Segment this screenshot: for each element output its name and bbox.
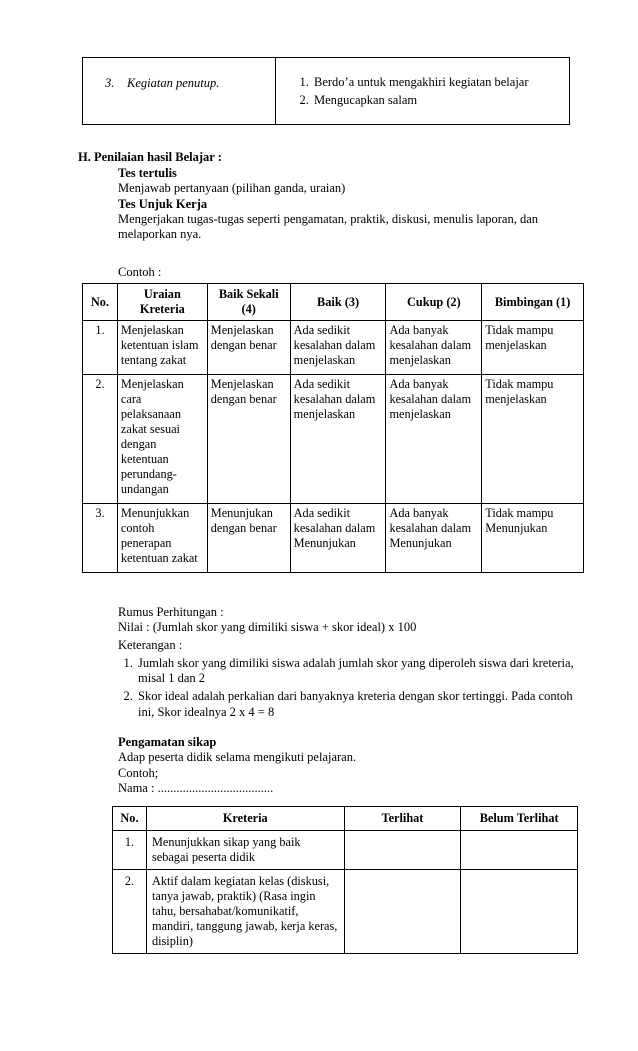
column-header: Baik Sekali (4) bbox=[207, 284, 290, 321]
table-cell bbox=[344, 831, 461, 870]
attitude-example: Contoh; bbox=[118, 765, 159, 780]
written-test-desc: Menjawab pertanyaan (pilihan ganda, uraian) bbox=[118, 181, 346, 196]
column-header: No. bbox=[113, 807, 147, 831]
table-row bbox=[83, 375, 584, 504]
table-cell: Ada sedikit kesalahan dalam menjelaskan bbox=[290, 321, 386, 375]
column-header: Terlihat bbox=[344, 807, 461, 831]
formula-title: Rumus Perhitungan : bbox=[118, 605, 224, 619]
assessment-description bbox=[118, 166, 578, 242]
table-cell: Ada banyak kesalahan dalam menjelaskan bbox=[386, 321, 482, 375]
table-header-row bbox=[113, 807, 578, 831]
table-cell: 1. bbox=[83, 321, 118, 375]
table-cell: Menjelaskan dengan benar bbox=[207, 321, 290, 375]
table-cell: 2. bbox=[113, 870, 147, 954]
formula-block bbox=[118, 605, 578, 720]
example-label: Contoh : bbox=[118, 265, 162, 279]
closing-activity-table bbox=[82, 57, 570, 125]
table-cell: 3. bbox=[83, 504, 118, 573]
table-cell: Menunjukkan contoh penerapan ketentuan zakat bbox=[117, 504, 207, 573]
table-cell: Ada sedikit kesalahan dalam Menunjukan bbox=[290, 504, 386, 573]
column-header: No. bbox=[83, 284, 118, 321]
column-header: Kreteria bbox=[146, 807, 344, 831]
column-header: Uraian Kreteria bbox=[117, 284, 207, 321]
table-cell: Tidak mampu Menunjukan bbox=[482, 504, 584, 573]
performance-test-desc: Mengerjakan tugas-tugas seperti pengamatan, praktik, diskusi, menulis laporan, dan melaporkan nya. bbox=[118, 211, 539, 241]
attitude-name-line: Nama : ..................................... bbox=[118, 780, 274, 795]
attitude-title: Pengamatan sikap bbox=[118, 735, 217, 749]
column-header: Belum Terlihat bbox=[461, 807, 578, 831]
performance-test-title: Tes Unjuk Kerja bbox=[118, 196, 208, 211]
column-header: Cukup (2) bbox=[386, 284, 482, 321]
table-cell: Menjelaskan ketentuan islam tentang zakat bbox=[117, 321, 207, 375]
table-cell: Tidak mampu menjelaskan bbox=[482, 321, 584, 375]
closing-activity-steps-cell bbox=[276, 58, 570, 125]
table-row bbox=[113, 870, 578, 954]
table-cell: Menunjukan dengan benar bbox=[207, 504, 290, 573]
table-cell: Menjelaskan dengan benar bbox=[207, 375, 290, 504]
written-test-title: Tes tertulis bbox=[118, 166, 177, 180]
table-cell: 1. bbox=[113, 831, 147, 870]
attitude-block bbox=[118, 735, 578, 796]
table-row bbox=[83, 321, 584, 375]
table-cell: Aktif dalam kegiatan kelas (diskusi, tanya jawab, praktik) (Rasa ingin tahu, bersahabat/komunikatif, mandiri, tanggung jawab, kerja keras, disiplin) bbox=[146, 870, 344, 954]
note-item: 2. Skor ideal adalah perkalian dari banyaknya kreteria dengan skor tertinggi. Pada contoh ini, Skor idealnya 2 x 4 = 8 bbox=[136, 689, 578, 720]
table-header-row bbox=[83, 284, 584, 321]
section-h-title: H. Penilaian hasil Belajar : bbox=[78, 150, 222, 164]
table-row bbox=[113, 831, 578, 870]
table-cell: Tidak mampu menjelaskan bbox=[482, 375, 584, 504]
table-cell: Menunjukkan sikap yang baik sebagai peserta didik bbox=[146, 831, 344, 870]
closing-activity-label-cell bbox=[83, 58, 276, 125]
table-cell: Menjelaskan cara pelaksanaan zakat sesuai dengan ketentuan perundang-undangan bbox=[117, 375, 207, 504]
table-cell: 2. bbox=[83, 375, 118, 504]
attitude-desc: Adap peserta didik selama mengikuti pelajaran. bbox=[118, 750, 357, 765]
table-cell bbox=[461, 831, 578, 870]
table-cell bbox=[344, 870, 461, 954]
notes-list bbox=[118, 656, 578, 720]
note-item: 1. Jumlah skor yang dimiliki siswa adalah jumlah skor yang diperoleh siswa dari kreteria, misal 1 dan 2 bbox=[136, 656, 578, 687]
closing-step: 1. Berdo’a untuk mengakhiri kegiatan belajar bbox=[312, 75, 569, 90]
formula-value: Nilai : (Jumlah skor yang dimiliki siswa + skor ideal) x 100 bbox=[118, 620, 417, 635]
column-header: Baik (3) bbox=[290, 284, 386, 321]
table-cell: Ada banyak kesalahan dalam Menunjukan bbox=[386, 504, 482, 573]
closing-activity-label: Kegiatan penutup. bbox=[127, 76, 220, 90]
column-header: Bimbingan (1) bbox=[482, 284, 584, 321]
table-cell: Ada banyak kesalahan dalam menjelaskan bbox=[386, 375, 482, 504]
closing-activity-number: 3. bbox=[105, 76, 115, 90]
table-cell: Ada sedikit kesalahan dalam menjelaskan bbox=[290, 375, 386, 504]
attitude-observation-table bbox=[112, 806, 578, 954]
assessment-rubric-table bbox=[82, 283, 584, 573]
table-row bbox=[83, 504, 584, 573]
closing-step: 2. Mengucapkan salam bbox=[312, 93, 569, 108]
table-cell bbox=[461, 870, 578, 954]
notes-title: Keterangan : bbox=[118, 637, 183, 652]
